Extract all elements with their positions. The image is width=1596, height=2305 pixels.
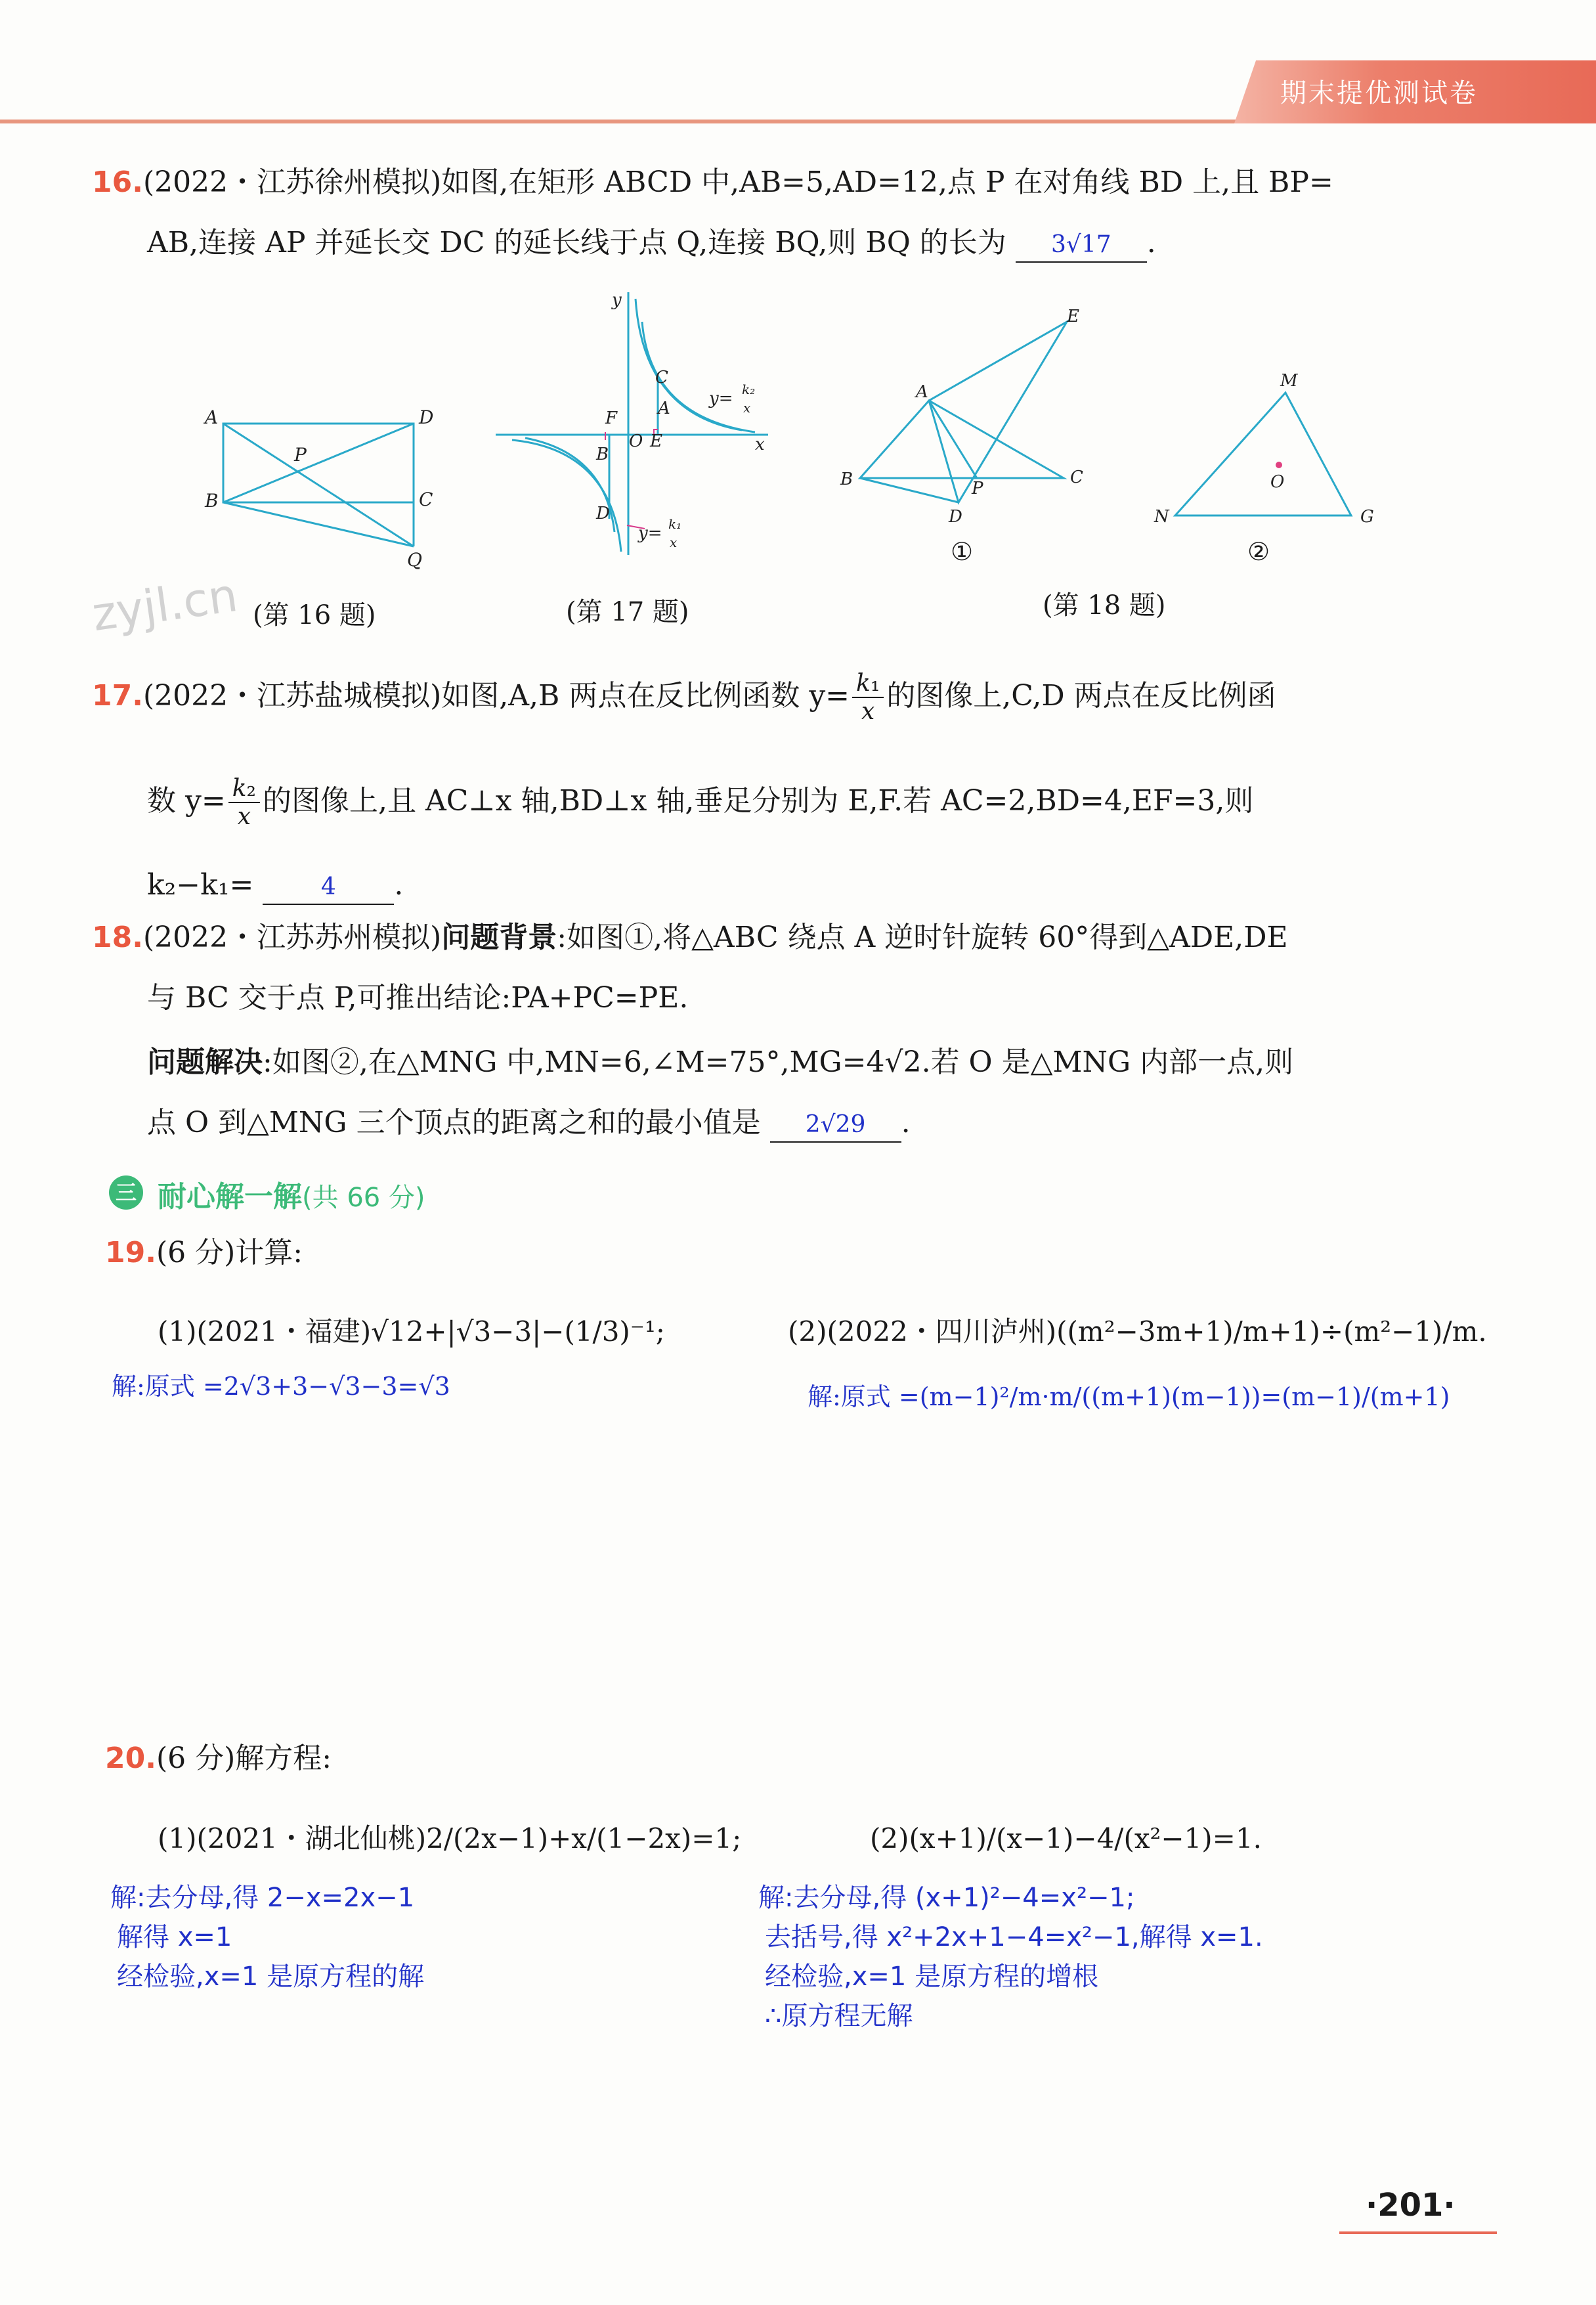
- header-title: 期末提优测试卷: [1280, 78, 1478, 108]
- section-badge: 三: [109, 1175, 143, 1210]
- q20-sol1-line1: 解:去分母,得 2−x=2x−1: [110, 1883, 415, 1913]
- q19-part2: (2)(2022・四川泸州)((m²−3m+1)/m+1)÷(m²−1)/m.: [788, 1315, 1487, 1348]
- q20-sol1-line2: 解得 x=1: [117, 1922, 232, 1952]
- page-number: ·201·: [1366, 2187, 1456, 2224]
- svg-text:C: C: [1070, 468, 1083, 487]
- q16-line2: AB,连接 AP 并延长交 DC 的延长线于点 Q,连接 BQ,则 BQ 的长为 3√17 .: [147, 223, 1156, 263]
- line-aq: [223, 424, 414, 546]
- svg-text:A: A: [205, 406, 219, 428]
- fig18-label-1: ①: [951, 537, 974, 566]
- svg-text:O: O: [1270, 472, 1285, 492]
- segment-ap: [929, 401, 977, 478]
- svg-text:C: C: [655, 368, 668, 387]
- svg-text:E: E: [1067, 307, 1079, 326]
- q17-line3: k₂−k₁= 4 .: [147, 866, 403, 905]
- svg-text:M: M: [1280, 371, 1298, 391]
- svg-text:O: O: [629, 431, 643, 451]
- svg-text:Q: Q: [407, 549, 422, 571]
- svg-text:P: P: [294, 444, 307, 466]
- q18-line2: 与 BC 交于点 P,可推出结论:PA+PC=PE.: [147, 981, 689, 1015]
- svg-text:A: A: [916, 382, 928, 402]
- svg-text:P: P: [972, 479, 983, 498]
- caption-16: (第 16 题): [253, 600, 376, 630]
- q20-part2: (2)(x+1)/(x−1)−4/(x²−1)=1.: [870, 1822, 1262, 1855]
- caption-18: (第 18 题): [1043, 590, 1166, 621]
- svg-text:C: C: [419, 489, 433, 510]
- q20-number: 20.: [105, 1742, 156, 1775]
- q20-part1: (1)(2021・湖北仙桃)2/(2x−1)+x/(1−2x)=1;: [158, 1822, 742, 1855]
- q18-line1: 18.(2022・江苏苏州模拟)问题背景:如图①,将△ABC 绕点 A 逆时针旋转 60°得到△ADE,DE: [92, 921, 1288, 954]
- q18-line3: 问题解决:如图②,在△MNG 中,MN=6,∠M=75°,MG=4√2.若 O 是△MNG 内部一点,则: [147, 1045, 1294, 1079]
- figure-17: [492, 282, 781, 558]
- fig18-label-2: ②: [1247, 537, 1270, 566]
- svg-text:B: B: [840, 470, 853, 489]
- q19-solution1: 解:原式 =2√3+3−√3−3=√3: [112, 1372, 450, 1401]
- figure-18-2: [1149, 368, 1392, 532]
- figure-16: [204, 394, 453, 584]
- q19-title: 19.(6 分)计算:: [105, 1236, 303, 1269]
- q16-answer: 3√17: [1016, 229, 1147, 263]
- line-bq: [223, 502, 414, 546]
- svg-text:x: x: [755, 435, 765, 454]
- q20-sol1-line3: 经检验,x=1 是原方程的解: [117, 1962, 425, 1992]
- svg-text:E: E: [650, 431, 662, 451]
- point-o: [1276, 462, 1282, 468]
- page-number-underline: [1339, 2231, 1497, 2234]
- q19-solution2: 解:原式 =(m−1)²/m·m/((m+1)(m−1))=(m−1)/(m+1): [808, 1382, 1450, 1411]
- svg-text:B: B: [205, 490, 219, 512]
- svg-text:y=: y=: [638, 523, 662, 543]
- watermark: zyjl.cn: [89, 567, 241, 642]
- q20-sol2-line3: 经检验,x=1 是原方程的增根: [765, 1962, 1099, 1992]
- section-title: 耐心解一解(共 66 分): [158, 1180, 425, 1214]
- svg-text:D: D: [949, 507, 962, 525]
- q17-line2: 数 y= $\frac{\text{k₂}}{x}$ 的图像上,且 AC⊥x 轴,BD⊥x 轴,垂足分别为 E,F.若 AC=2,BD=4,EF=3,则: [147, 775, 1254, 831]
- q18-number: 18.: [92, 921, 143, 954]
- caption-17: (第 17 题): [566, 597, 689, 627]
- svg-text:k₂: k₂: [742, 382, 756, 397]
- q20-sol2-line4: ∴原方程无解: [765, 2001, 913, 2031]
- q17-line1: 17.(2022・江苏盐城模拟)如图,A,B 两点在反比例函数 y= $\frac{\text{k₁}}{x}$ 的图像上,C,D 两点在反比例函: [92, 670, 1276, 726]
- svg-text:A: A: [658, 399, 670, 418]
- q16-line1: 16.(2022・江苏徐州模拟)如图,在矩形 ABCD 中,AB=5,AD=12,点 P 在对角线 BD 上,且 BP=: [92, 165, 1333, 199]
- svg-text:x: x: [743, 400, 751, 416]
- svg-text:y=: y=: [709, 389, 733, 408]
- q17-number: 17.: [92, 678, 143, 713]
- q17-answer: 4: [263, 871, 394, 905]
- svg-text:B: B: [596, 445, 609, 464]
- triangle-abc: [860, 401, 1064, 478]
- svg-text:N: N: [1154, 507, 1169, 527]
- diagonal-bd: [223, 424, 414, 502]
- svg-text:y: y: [612, 290, 622, 310]
- q20-title: 20.(6 分)解方程:: [105, 1742, 332, 1775]
- q18-line4: 点 O 到△MNG 三个顶点的距离之和的最小值是 2√29 .: [147, 1103, 911, 1143]
- triangle-mng: [1175, 393, 1351, 516]
- svg-text:D: D: [419, 406, 434, 428]
- svg-text:k₁: k₁: [668, 516, 682, 532]
- svg-text:D: D: [596, 504, 610, 523]
- q20-sol2-line1: 解:去分母,得 (x+1)²−4=x²−1;: [758, 1883, 1135, 1913]
- q19-part1: (1)(2021・福建)√12+|√3−3|−(1/3)⁻¹;: [158, 1315, 665, 1348]
- q18-answer: 2√29: [770, 1109, 901, 1143]
- svg-text:G: G: [1360, 507, 1374, 527]
- figure-18-1: [834, 302, 1110, 525]
- svg-text:F: F: [605, 408, 618, 428]
- svg-text:x: x: [670, 535, 678, 550]
- q19-number: 19.: [105, 1236, 156, 1269]
- q20-sol2-line2: 去括号,得 x²+2x+1−4=x²−1,解得 x=1.: [765, 1922, 1263, 1952]
- q16-number: 16.: [92, 165, 143, 199]
